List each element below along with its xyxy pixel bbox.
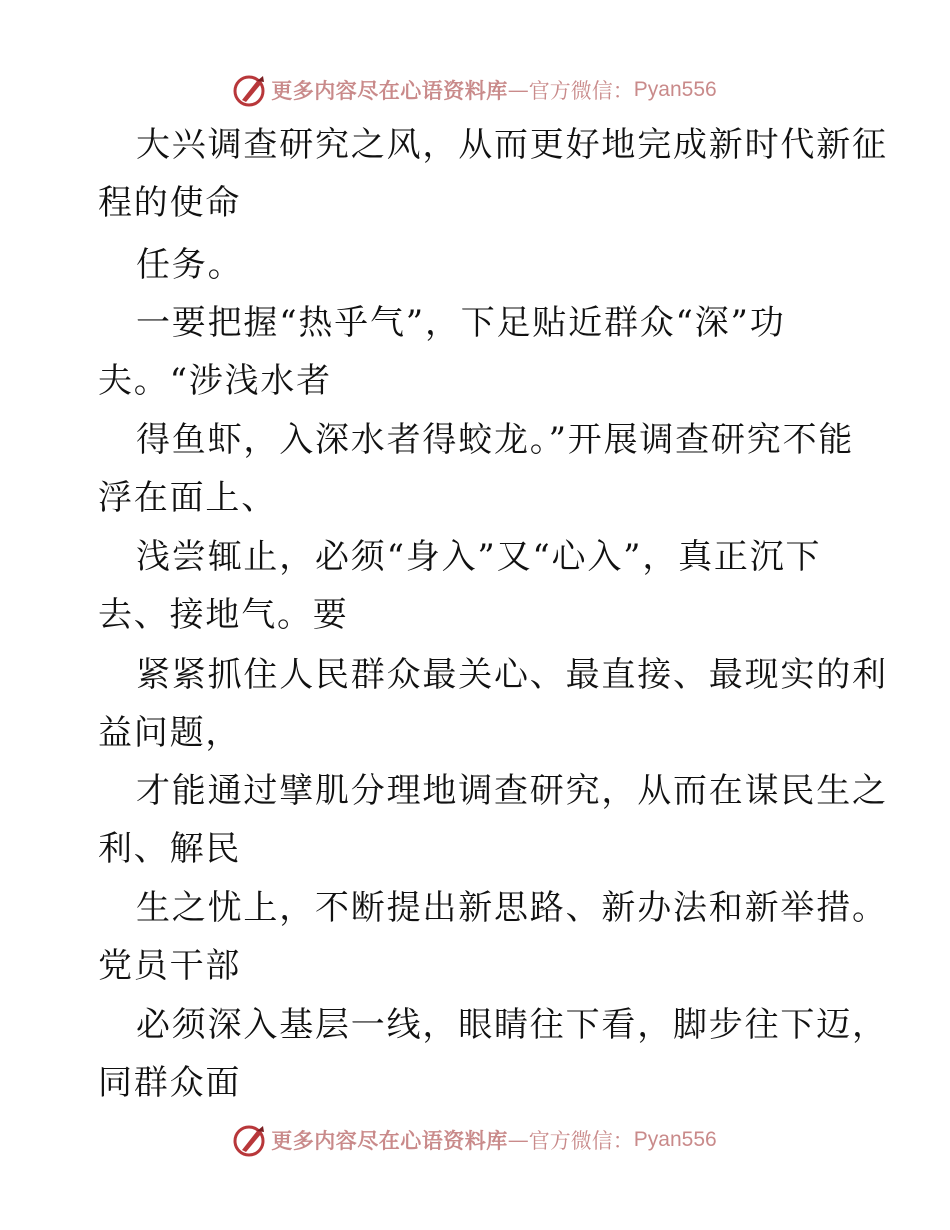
text-line: 紧紧抓住人民群众最关心、最直接、最现实的利	[136, 655, 888, 695]
footer-banner-id: Pyan556	[633, 1128, 717, 1151]
text-line: 去、接地气。要	[98, 595, 349, 635]
header-banner	[0, 70, 950, 110]
text-line: 利、解民	[98, 829, 242, 869]
header-banner-separator: —	[507, 78, 529, 102]
text-line: 浮在面上、	[98, 478, 277, 518]
footer-banner-label: 官方微信：	[528, 1129, 634, 1153]
text-line: 同群众面	[98, 1063, 242, 1103]
header-banner-id: Pyan556	[633, 78, 717, 101]
pen-logo-icon	[233, 73, 267, 107]
text-line: 程的使命	[98, 183, 242, 223]
footer-banner-separator: —	[507, 1128, 529, 1152]
text-line: 得鱼虾，入深水者得蛟龙。”开展调查研究不能	[136, 420, 855, 460]
header-banner-label: 官方微信：	[528, 79, 634, 103]
text-line: 任务。	[136, 245, 244, 285]
text-line: 大兴调查研究之风，从而更好地完成新时代新征	[136, 125, 888, 165]
text-line: 一要把握“热乎气”，下足贴近群众“深”功	[136, 303, 786, 343]
text-line: 益问题，	[98, 713, 242, 753]
text-line: 必须深入基层一线，眼睛往下看，脚步往下迈，	[136, 1005, 888, 1045]
text-line: 夫。“涉浅水者	[98, 361, 332, 401]
header-banner-text: 更多内容尽在心语资料库	[271, 78, 508, 103]
footer-banner	[0, 1120, 950, 1160]
pen-logo-icon	[233, 1123, 267, 1157]
text-line: 才能通过擘肌分理地调查研究，从而在谋民生之	[136, 771, 888, 811]
footer-banner-text: 更多内容尽在心语资料库	[271, 1128, 508, 1153]
text-line: 浅尝辄止，必须“身入”又“心入”，真正沉下	[136, 537, 822, 577]
text-line: 生之忧上，不断提出新思路、新办法和新举措。	[136, 888, 888, 928]
text-line: 党员干部	[98, 946, 242, 986]
